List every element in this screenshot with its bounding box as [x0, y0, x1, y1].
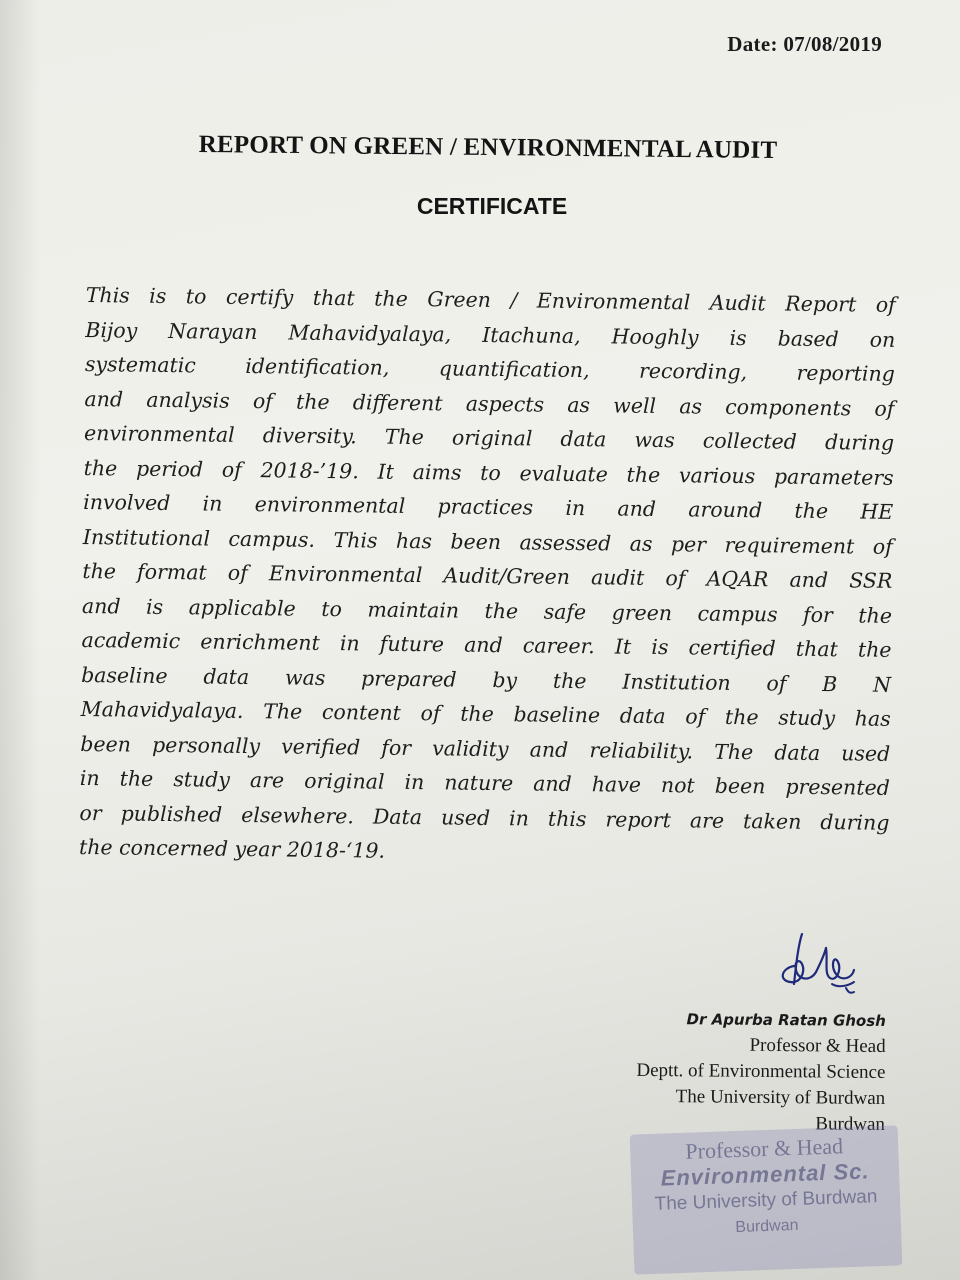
body-line: the concerned year 2018-‘19.	[78, 834, 386, 863]
body-line: academic enrichment in future and career. It is certified that the	[81, 627, 892, 662]
body-line: the period of 2018-’19. It aims to evaluate the various parameters	[83, 455, 894, 490]
stamp-line: Burdwan	[735, 1216, 799, 1237]
body-line: Institutional campus. This has been assessed as per requirement of	[82, 524, 893, 559]
body-line: the format of Environmental Audit/Green audit of AQAR and SSR	[82, 558, 893, 593]
body-line: or published elsewhere. Data used in this report are taken during	[79, 800, 890, 835]
stamp-line: The University of Burdwan	[654, 1186, 878, 1215]
signatory-designation: Professor & Head	[749, 1034, 886, 1057]
body-line: involved in environmental practices in and around the HE	[83, 489, 894, 524]
body-line: Bijoy Narayan Mahavidyalaya, Itachuna, Hooghly is based on	[85, 317, 896, 352]
stamp-line: Professor & Head	[684, 1133, 844, 1164]
certificate-heading: CERTIFICATE	[416, 193, 568, 219]
page-shadow	[0, 0, 40, 1280]
document-date: Date: 07/08/2019	[727, 32, 882, 56]
signatory-university: The University of Burdwan	[675, 1086, 886, 1109]
body-line: been personally verified for validity and reliability. The data used	[80, 731, 891, 766]
signatory-department: Deptt. of Environmental Science	[636, 1059, 886, 1083]
signatory-block	[565, 1005, 886, 1138]
body-line: environmental diversity. The original data was collected during	[83, 420, 895, 455]
body-line: and is applicable to maintain the safe green campus for the	[81, 593, 893, 628]
stamp-line: Environmental Sc.	[660, 1158, 870, 1191]
signatory-name: Dr Apurba Ratan Ghosh	[686, 1010, 886, 1030]
handwritten-signature	[772, 926, 862, 1002]
body-line: This is to certify that the Green / Environmental Audit Report of	[85, 282, 896, 317]
body-line: Mahavidyalaya. The content of the baseline data of the study has	[80, 696, 891, 731]
body-line: baseline data was prepared by the Institution of B N	[81, 662, 892, 697]
body-line: systematic identification, quantification, recording, reporting	[84, 351, 896, 386]
official-stamp	[630, 1125, 903, 1274]
report-title: REPORT ON GREEN / ENVIRONMENTAL AUDIT	[198, 130, 778, 165]
certificate-body	[79, 278, 896, 874]
body-line: and analysis of the different aspects as well as components of	[84, 386, 895, 421]
signatory-city: Burdwan	[815, 1113, 886, 1135]
body-line: in the study are original in nature and have not been presented	[79, 765, 890, 800]
